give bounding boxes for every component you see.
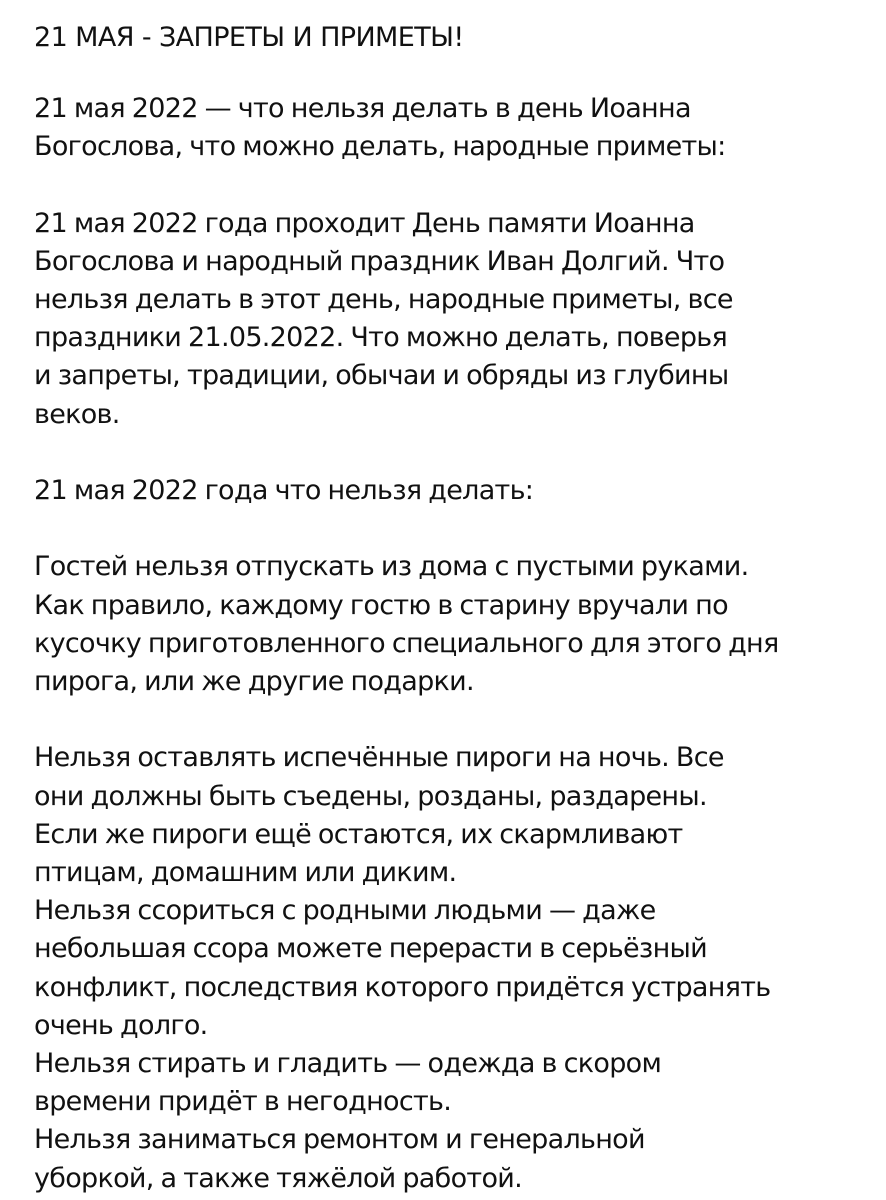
text-line: Гостей нельзя отпускать из дома с пустыми руками. — [34, 551, 749, 583]
text-line: кусочку приготовленного специального для этого дня — [34, 627, 779, 659]
text-line: Как правило, каждому гостю в старину вручали по — [34, 589, 728, 621]
text-line: времени придёт в негодность. — [34, 1086, 452, 1118]
text-line: 21 мая 2022 года проходит День памяти Иоанна — [34, 207, 695, 239]
text-line: и запреты, традиции, обычаи и обряды из глубины — [34, 360, 729, 392]
text-line: нельзя делать в этот день, народные приметы, все — [34, 284, 733, 315]
text-line: Нельзя ссориться с родными людьми — даже — [34, 895, 656, 927]
text-line: праздники 21.05.2022. Что можно делать, поверья — [34, 322, 728, 354]
paragraph-prohibitions — [34, 739, 874, 1197]
spacer — [34, 434, 874, 472]
text-line: Если же пироги ещё остаются, их скармливают — [34, 818, 683, 850]
text-line: конфликт, последствия которого придётся устранять — [34, 971, 771, 1003]
text-line: веков. — [34, 398, 120, 430]
text-line: Нельзя заниматься ремонтом и генеральной — [34, 1124, 645, 1156]
text-line: Нельзя стирать и гладить — одежда в скором — [34, 1048, 662, 1080]
text-line: они должны быть съедены, розданы, раздарены. — [34, 780, 707, 812]
text-line: 21 мая 2022 — что нельзя делать в день Иоанна — [34, 93, 691, 124]
text-line: Нельзя оставлять испечённые пироги на ночь. Все — [34, 742, 724, 774]
spacer — [34, 701, 874, 739]
text-line: 21 мая 2022 года что нельзя делать: — [34, 475, 534, 506]
spacer — [34, 510, 874, 548]
paragraph-guests — [34, 548, 874, 701]
text-line: Богослова и народный праздник Иван Долгий. Что — [34, 245, 725, 277]
page-title: 21 МАЯ - ЗАПРЕТЫ И ПРИМЕТЫ! — [34, 22, 464, 53]
spacer — [34, 166, 874, 204]
text-line: небольшая ссора можете перерасти в серьёзный — [34, 933, 707, 965]
text-line: Богослова, что можно делать, народные приметы: — [34, 131, 726, 163]
text-line: очень долго. — [34, 1009, 208, 1041]
text-line: пирога, или же другие подарки. — [34, 666, 474, 697]
paragraph-description — [34, 205, 874, 434]
text-line: уборкой, а также тяжёлой работой. — [34, 1162, 522, 1194]
text-line: птицам, домашним или диким. — [34, 857, 457, 888]
document — [34, 16, 874, 1198]
paragraph-subheading — [34, 472, 874, 510]
spacer — [34, 60, 874, 90]
paragraph-intro — [34, 90, 874, 166]
